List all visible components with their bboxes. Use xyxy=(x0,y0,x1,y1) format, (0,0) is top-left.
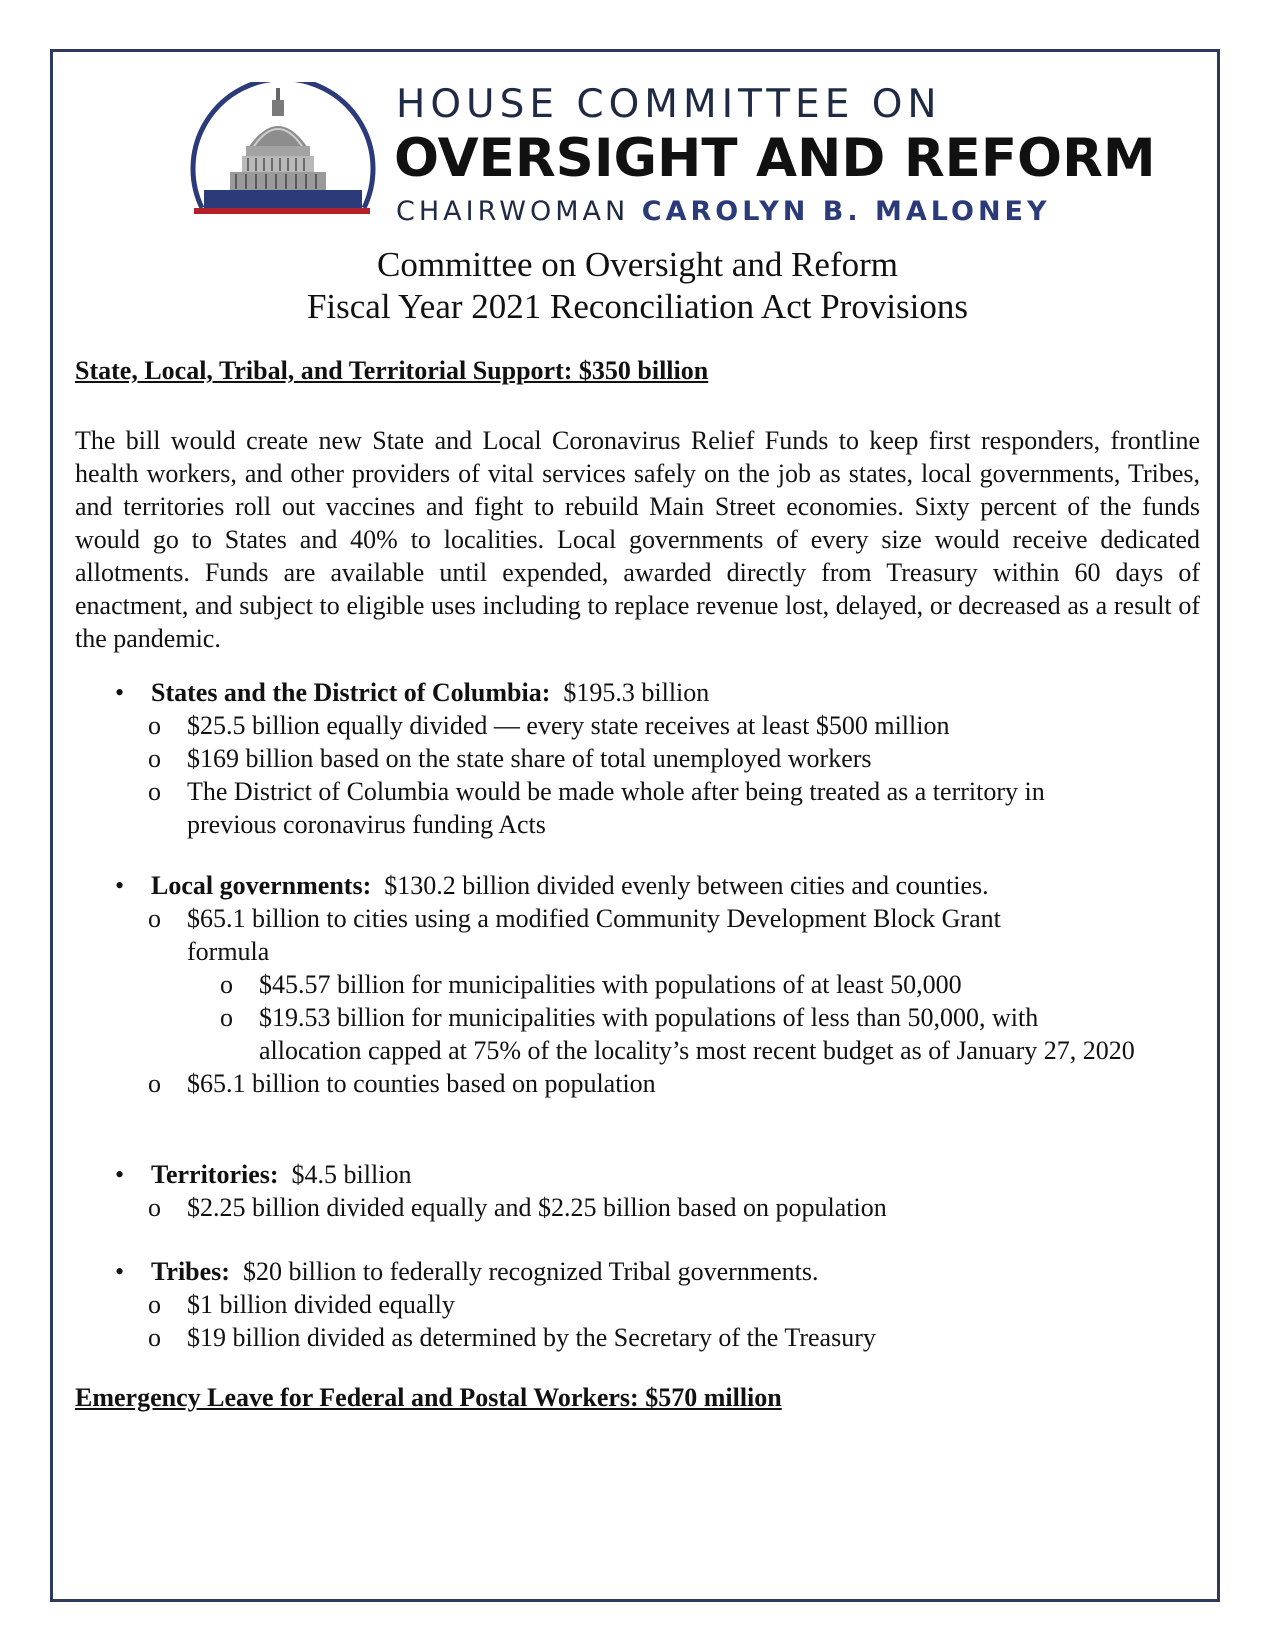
sub-item-text: $25.5 billion equally divided — every state receives at least $500 million xyxy=(187,711,950,740)
territories-label: Territories: xyxy=(151,1160,279,1189)
bullet-circle: o xyxy=(220,1003,233,1032)
subsub-item-text: $19.53 billion for municipalities with populations of less than 50,000, with allocation capped at 75% of the locality’s most recent budget as of January 27, 2020 xyxy=(259,1003,1135,1065)
list-item-sub xyxy=(75,1288,1200,1321)
states-bullet-list xyxy=(75,676,1200,841)
list-item-territories xyxy=(75,1158,1200,1191)
local-value: $130.2 billion divided evenly between cities and counties. xyxy=(384,871,989,900)
logo-line-oversight-reform: OVERSIGHT AND REFORM xyxy=(394,128,1156,189)
list-item-sub xyxy=(75,1067,1200,1100)
list-item-sub xyxy=(75,775,1200,841)
section-heading-state-local-support: State, Local, Tribal, and Territorial Support: $350 billion xyxy=(75,356,709,385)
states-value: $195.3 billion xyxy=(563,678,710,707)
bullet-circle: o xyxy=(148,1323,161,1352)
document-title: Committee on Oversight and Reform xyxy=(376,245,899,284)
tribes-value: $20 billion to federally recognized Tribal governments. xyxy=(242,1257,819,1286)
list-item-sub xyxy=(75,709,1200,742)
logo-line-chairwoman xyxy=(396,196,1051,227)
sub-item-text: $65.1 billion to cities using a modified Community Development Block Grant formula xyxy=(187,904,1001,966)
list-item-states xyxy=(75,676,1200,709)
sub-item-text: $65.1 billion to counties based on population xyxy=(187,1069,656,1098)
subsub-item-text: $45.57 billion for municipalities with populations of at least 50,000 xyxy=(259,970,962,999)
list-item-sub xyxy=(75,902,1200,968)
section-heading-emergency-leave: Emergency Leave for Federal and Postal Workers: $570 million xyxy=(75,1383,782,1412)
bullet-circle: o xyxy=(148,1290,161,1319)
tribes-bullet-list xyxy=(75,1255,1200,1354)
bullet-circle: o xyxy=(148,1193,161,1222)
bullet-circle: o xyxy=(148,1069,161,1098)
bullet-circle: o xyxy=(148,777,161,806)
bullet-dot: • xyxy=(115,1257,125,1286)
committee-logo xyxy=(186,82,1156,232)
territories-bullet-list xyxy=(75,1158,1200,1224)
bullet-dot: • xyxy=(115,871,125,900)
logo-line-house-committee: HOUSE COMMITTEE ON xyxy=(396,82,942,127)
states-label: States and the District of Columbia: xyxy=(151,678,551,707)
capitol-dome-icon xyxy=(186,82,386,232)
territories-value: $4.5 billion xyxy=(291,1160,412,1189)
sub-item-text: $2.25 billion divided equally and $2.25 billion based on population xyxy=(187,1193,887,1222)
sub-item-text: $19 billion divided as determined by the Secretary of the Treasury xyxy=(187,1323,876,1352)
sub-item-text: The District of Columbia would be made whole after being treated as a territory in previous coronavirus funding Acts xyxy=(187,777,1045,839)
bullet-circle: o xyxy=(148,904,161,933)
list-item-subsub xyxy=(75,1001,1200,1067)
sub-item-text: $169 billion based on the state share of total unemployed workers xyxy=(187,744,872,773)
list-item-tribes xyxy=(75,1255,1200,1288)
tribes-label: Tribes: xyxy=(151,1257,230,1286)
list-item-sub xyxy=(75,1191,1200,1224)
list-item-local xyxy=(75,869,1200,902)
bullet-dot: • xyxy=(115,1160,125,1189)
list-item-subsub xyxy=(75,968,1200,1001)
bullet-circle: o xyxy=(148,711,161,740)
bullet-circle: o xyxy=(148,744,161,773)
bullet-circle: o xyxy=(220,970,233,999)
list-item-sub xyxy=(75,742,1200,775)
logo-chairwoman-name: CAROLYN B. MALONEY xyxy=(641,196,1051,227)
local-label: Local governments: xyxy=(151,871,372,900)
sub-item-text: $1 billion divided equally xyxy=(187,1290,455,1319)
document-subtitle: Fiscal Year 2021 Reconciliation Act Provisions xyxy=(306,287,969,326)
list-item-sub xyxy=(75,1321,1200,1354)
local-bullet-list xyxy=(75,869,1200,1100)
section-paragraph: The bill would create new State and Local Coronavirus Relief Funds to keep first responders, frontline health workers, and other providers of vital services safely on the job as states, local governments, Tribes, and territories roll out vaccines and fight to rebuild Main Street economies. Sixty percent of the funds would go to States and 40% to localities. Local governments of every size would receive dedicated allotments. Funds are available until expended, awarded directly from Treasury within 60 days of enactment, and subject to eligible uses including to replace revenue lost, delayed, or decreased as a result of the pandemic. xyxy=(75,426,1200,653)
logo-chairwoman-prefix: CHAIRWOMAN xyxy=(396,196,630,227)
bullet-dot: • xyxy=(115,678,125,707)
